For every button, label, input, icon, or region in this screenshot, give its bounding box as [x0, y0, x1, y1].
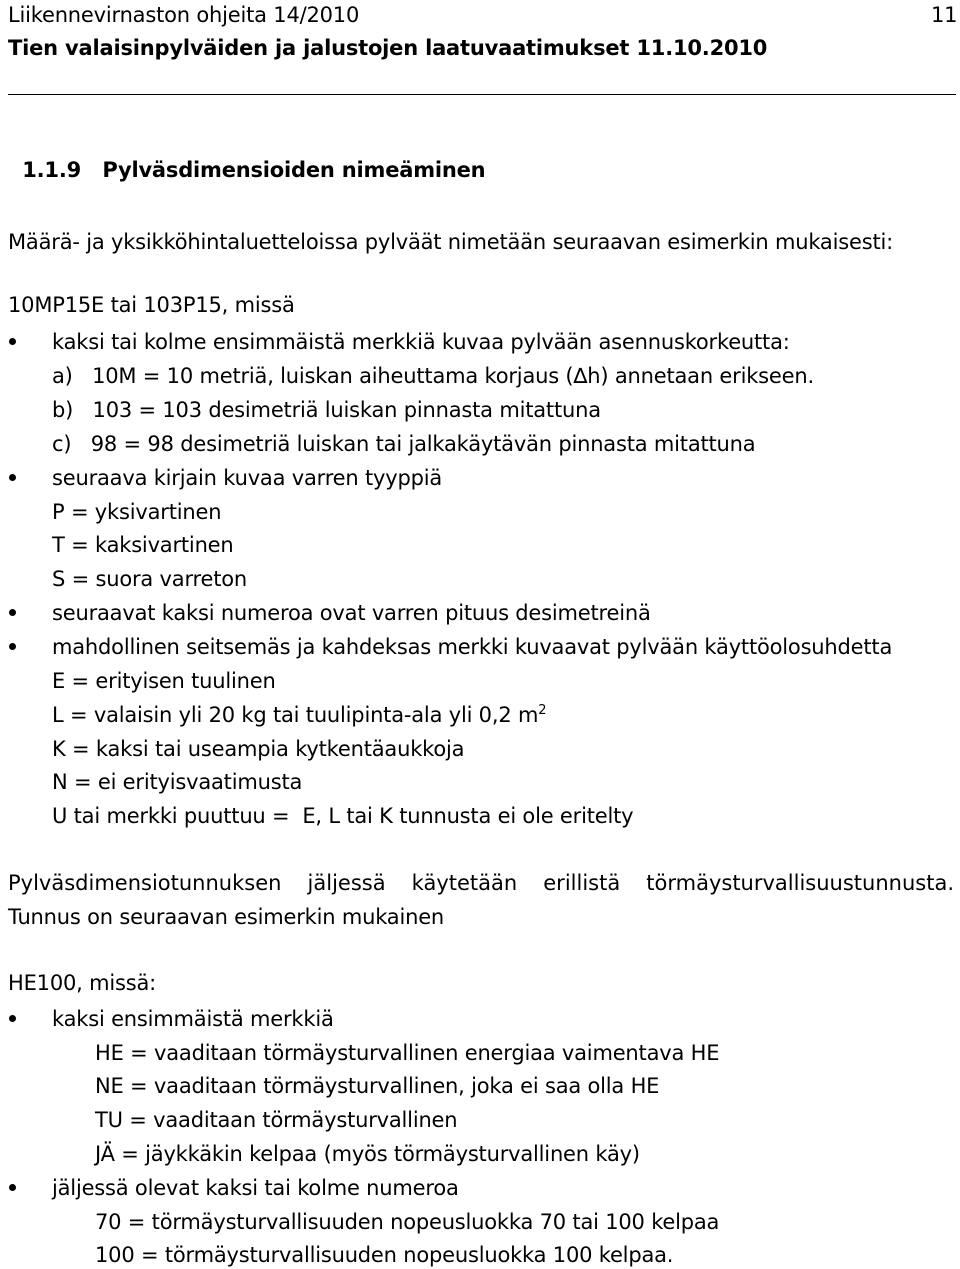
- list2-bullet1: kaksi ensimmäistä merkkiä: [52, 1007, 334, 1031]
- section-title: Pylväsdimensioiden nimeäminen: [102, 158, 486, 182]
- bullet-icon: [9, 474, 16, 481]
- list2-item-ne: NE = vaaditaan törmäysturvallinen, joka ei saa olla HE: [95, 1074, 660, 1098]
- para2-line2: Tunnus on seuraavan esimerkin mukainen: [8, 905, 445, 929]
- list1-bullet4: mahdollinen seitsemäs ja kahdeksas merkki kuvaavat pylvään käyttöolosuhdetta: [52, 635, 893, 659]
- header-divider: [8, 94, 956, 95]
- superscript: 2: [538, 703, 547, 718]
- list1-item-t: T = kaksivartinen: [52, 533, 234, 557]
- list1-item-b: b) 103 = 103 desimetriä luiskan pinnasta mitattuna: [52, 398, 601, 422]
- example2-label: HE100, missä:: [8, 971, 157, 995]
- page-number: 11: [931, 3, 958, 27]
- list2-item-ja: JÄ = jäykkäkin kelpaa (myös törmäysturvallinen käy): [95, 1142, 640, 1166]
- bullet-icon: [9, 643, 16, 650]
- list1-item-p: P = yksivartinen: [52, 500, 222, 524]
- list2-item-70: 70 = törmäysturvallisuuden nopeusluokka 70 tai 100 kelpaa: [95, 1210, 720, 1234]
- list1-bullet3: seuraavat kaksi numeroa ovat varren pituus desimetreinä: [52, 601, 651, 625]
- bullet-icon: [9, 609, 16, 616]
- list1-item-u: U tai merkki puuttuu = E, L tai K tunnusta ei ole eritelty: [52, 804, 634, 828]
- list2-bullet2: jäljessä olevat kaksi tai kolme numeroa: [52, 1176, 459, 1200]
- list1-item-a: a) 10M = 10 metriä, luiskan aiheuttama korjaus (∆h) annetaan erikseen.: [52, 364, 814, 388]
- list1-item-n: N = ei erityisvaatimusta: [52, 770, 303, 794]
- list1-item-k: K = kaksi tai useampia kytkentäaukkoja: [52, 737, 465, 761]
- header-doc-title: Tien valaisinpylväiden ja jalustojen laatuvaatimukset 11.10.2010: [8, 36, 768, 60]
- list2-item-tu: TU = vaaditaan törmäysturvallinen: [95, 1108, 458, 1132]
- intro-paragraph: Määrä- ja yksikköhintaluetteloissa pylväät nimetään seuraavan esimerkin mukaisesti:: [8, 230, 893, 254]
- list1-item-e: E = erityisen tuulinen: [52, 669, 276, 693]
- bullet-icon: [9, 1184, 16, 1191]
- bullet-icon: [9, 1015, 16, 1022]
- list1-bullet1: kaksi tai kolme ensimmäistä merkkiä kuvaa pylvään asennuskorkeutta:: [52, 330, 790, 354]
- para2-line1: Pylväsdimensiotunnuksen jäljessä käytetään erillistä törmäysturvallisuustunnusta.: [8, 871, 954, 895]
- example1-label: 10MP15E tai 103P15, missä: [8, 293, 295, 317]
- header-series: Liikennevirnaston ohjeita 14/2010: [8, 3, 360, 27]
- list1-item-s: S = suora varreton: [52, 567, 247, 591]
- section-number: 1.1.9: [22, 158, 82, 182]
- list2-item-100: 100 = törmäysturvallisuuden nopeusluokka 100 kelpaa.: [95, 1243, 674, 1267]
- bullet-icon: [9, 338, 16, 345]
- section-heading: [8, 131, 485, 183]
- list1-item-l: L = valaisin yli 20 kg tai tuulipinta-ala yli 0,2 $m^2$: [52, 703, 547, 727]
- list1-bullet2: seuraava kirjain kuvaa varren tyyppiä: [52, 466, 443, 490]
- list1-item-c: c) 98 = 98 desimetriä luiskan tai jalkakäytävän pinnasta mitattuna: [52, 432, 756, 456]
- list2-item-he: HE = vaaditaan törmäysturvallinen energiaa vaimentava HE: [95, 1041, 720, 1065]
